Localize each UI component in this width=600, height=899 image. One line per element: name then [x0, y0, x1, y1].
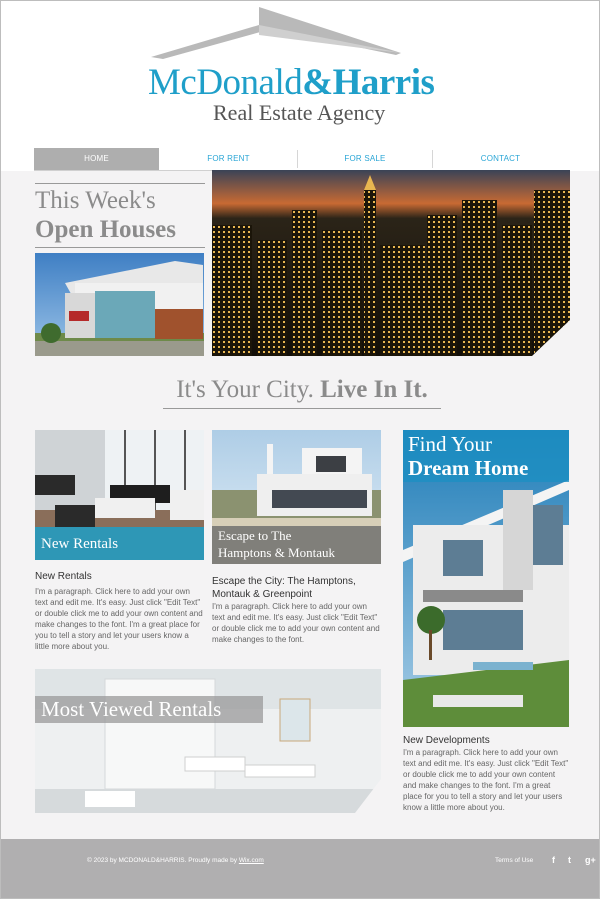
- logo-part1: McDonald: [148, 62, 303, 103]
- nav-item-for-sale[interactable]: FOR SALE: [344, 154, 386, 163]
- escape-title: [212, 575, 356, 601]
- open-houses-line2: Open Houses: [35, 216, 177, 243]
- divider: [163, 408, 441, 409]
- escape-title-line2: Montauk & Greenpoint: [212, 589, 313, 600]
- dream-overlay: [408, 432, 528, 480]
- slogan-part2: Live In It.: [320, 376, 428, 403]
- new-developments-title: New Developments: [403, 735, 490, 746]
- slogan-part1: It's Your City.: [176, 376, 314, 403]
- new-rentals-text: I'm a paragraph. Click here to add your own text and edit me. It's easy. Just click "Edit Text" or double click me to add your own content and make changes to the font. I'm a great place for you to tell a story and let your users know a little more about you.: [35, 587, 203, 651]
- most-viewed-overlay: Most Viewed Rentals: [41, 697, 222, 721]
- wix-link[interactable]: Wix.com: [238, 857, 264, 864]
- escape-text: I'm a paragraph. Click here to add your own text and edit me. It's easy. Just click "Edit Text" or double click me to add your own content and make changes to the font.: [212, 602, 380, 644]
- open-houses-heading: [35, 183, 205, 248]
- escape-overlay: [218, 527, 335, 561]
- twitter-icon[interactable]: t: [568, 855, 571, 865]
- new-rentals-photo[interactable]: [35, 430, 204, 560]
- site-tagline: Real Estate Agency: [213, 100, 386, 125]
- google-plus-icon[interactable]: g+: [585, 855, 596, 865]
- facebook-icon[interactable]: f: [552, 855, 555, 865]
- dream-overlay-line1: Find Your: [408, 432, 493, 456]
- copyright: [87, 857, 264, 864]
- nav-item-contact[interactable]: CONTACT: [480, 154, 521, 163]
- main-nav: [34, 148, 568, 171]
- copyright-text: © 2023 by MCDONALD&HARRIS. Proudly made by: [87, 857, 239, 864]
- open-house-photo[interactable]: [35, 253, 204, 356]
- site-logo[interactable]: [148, 61, 434, 104]
- nav-item-home[interactable]: HOME: [34, 148, 159, 170]
- site-header: [1, 1, 600, 171]
- nav-item-for-rent[interactable]: FOR RENT: [207, 154, 250, 163]
- new-rentals-title: New Rentals: [35, 571, 92, 582]
- dream-home-photo[interactable]: [403, 430, 569, 727]
- escape-overlay-line2: Hamptons & Montauk: [218, 545, 335, 560]
- most-viewed-rentals-photo[interactable]: [35, 669, 381, 813]
- site-footer: [1, 839, 600, 899]
- logo-part2: Harris: [332, 62, 435, 103]
- escape-hamptons-photo[interactable]: [212, 430, 381, 564]
- new-rentals-overlay: New Rentals: [41, 536, 119, 552]
- dream-overlay-line2: Dream Home: [408, 456, 529, 480]
- new-developments-text: I'm a paragraph. Click here to add your own text and edit me. It's easy. Just click "Edit Text" or double click me to add your own content and make changes to the font. I'm a great place for you to tell a story and let your users know a little more about you.: [403, 748, 569, 812]
- terms-link[interactable]: Terms of Use: [495, 857, 534, 864]
- escape-title-line1: Escape the City: The Hamptons,: [212, 576, 356, 587]
- roof-logo-icon: [151, 7, 461, 67]
- slogan: [163, 374, 441, 409]
- divider: [35, 183, 205, 184]
- escape-overlay-line1: Escape to The: [218, 528, 292, 543]
- logo-amp: &: [302, 62, 333, 103]
- open-houses-line1: This Week's: [35, 187, 156, 214]
- city-skyline-photo[interactable]: [212, 170, 570, 356]
- divider: [35, 247, 205, 248]
